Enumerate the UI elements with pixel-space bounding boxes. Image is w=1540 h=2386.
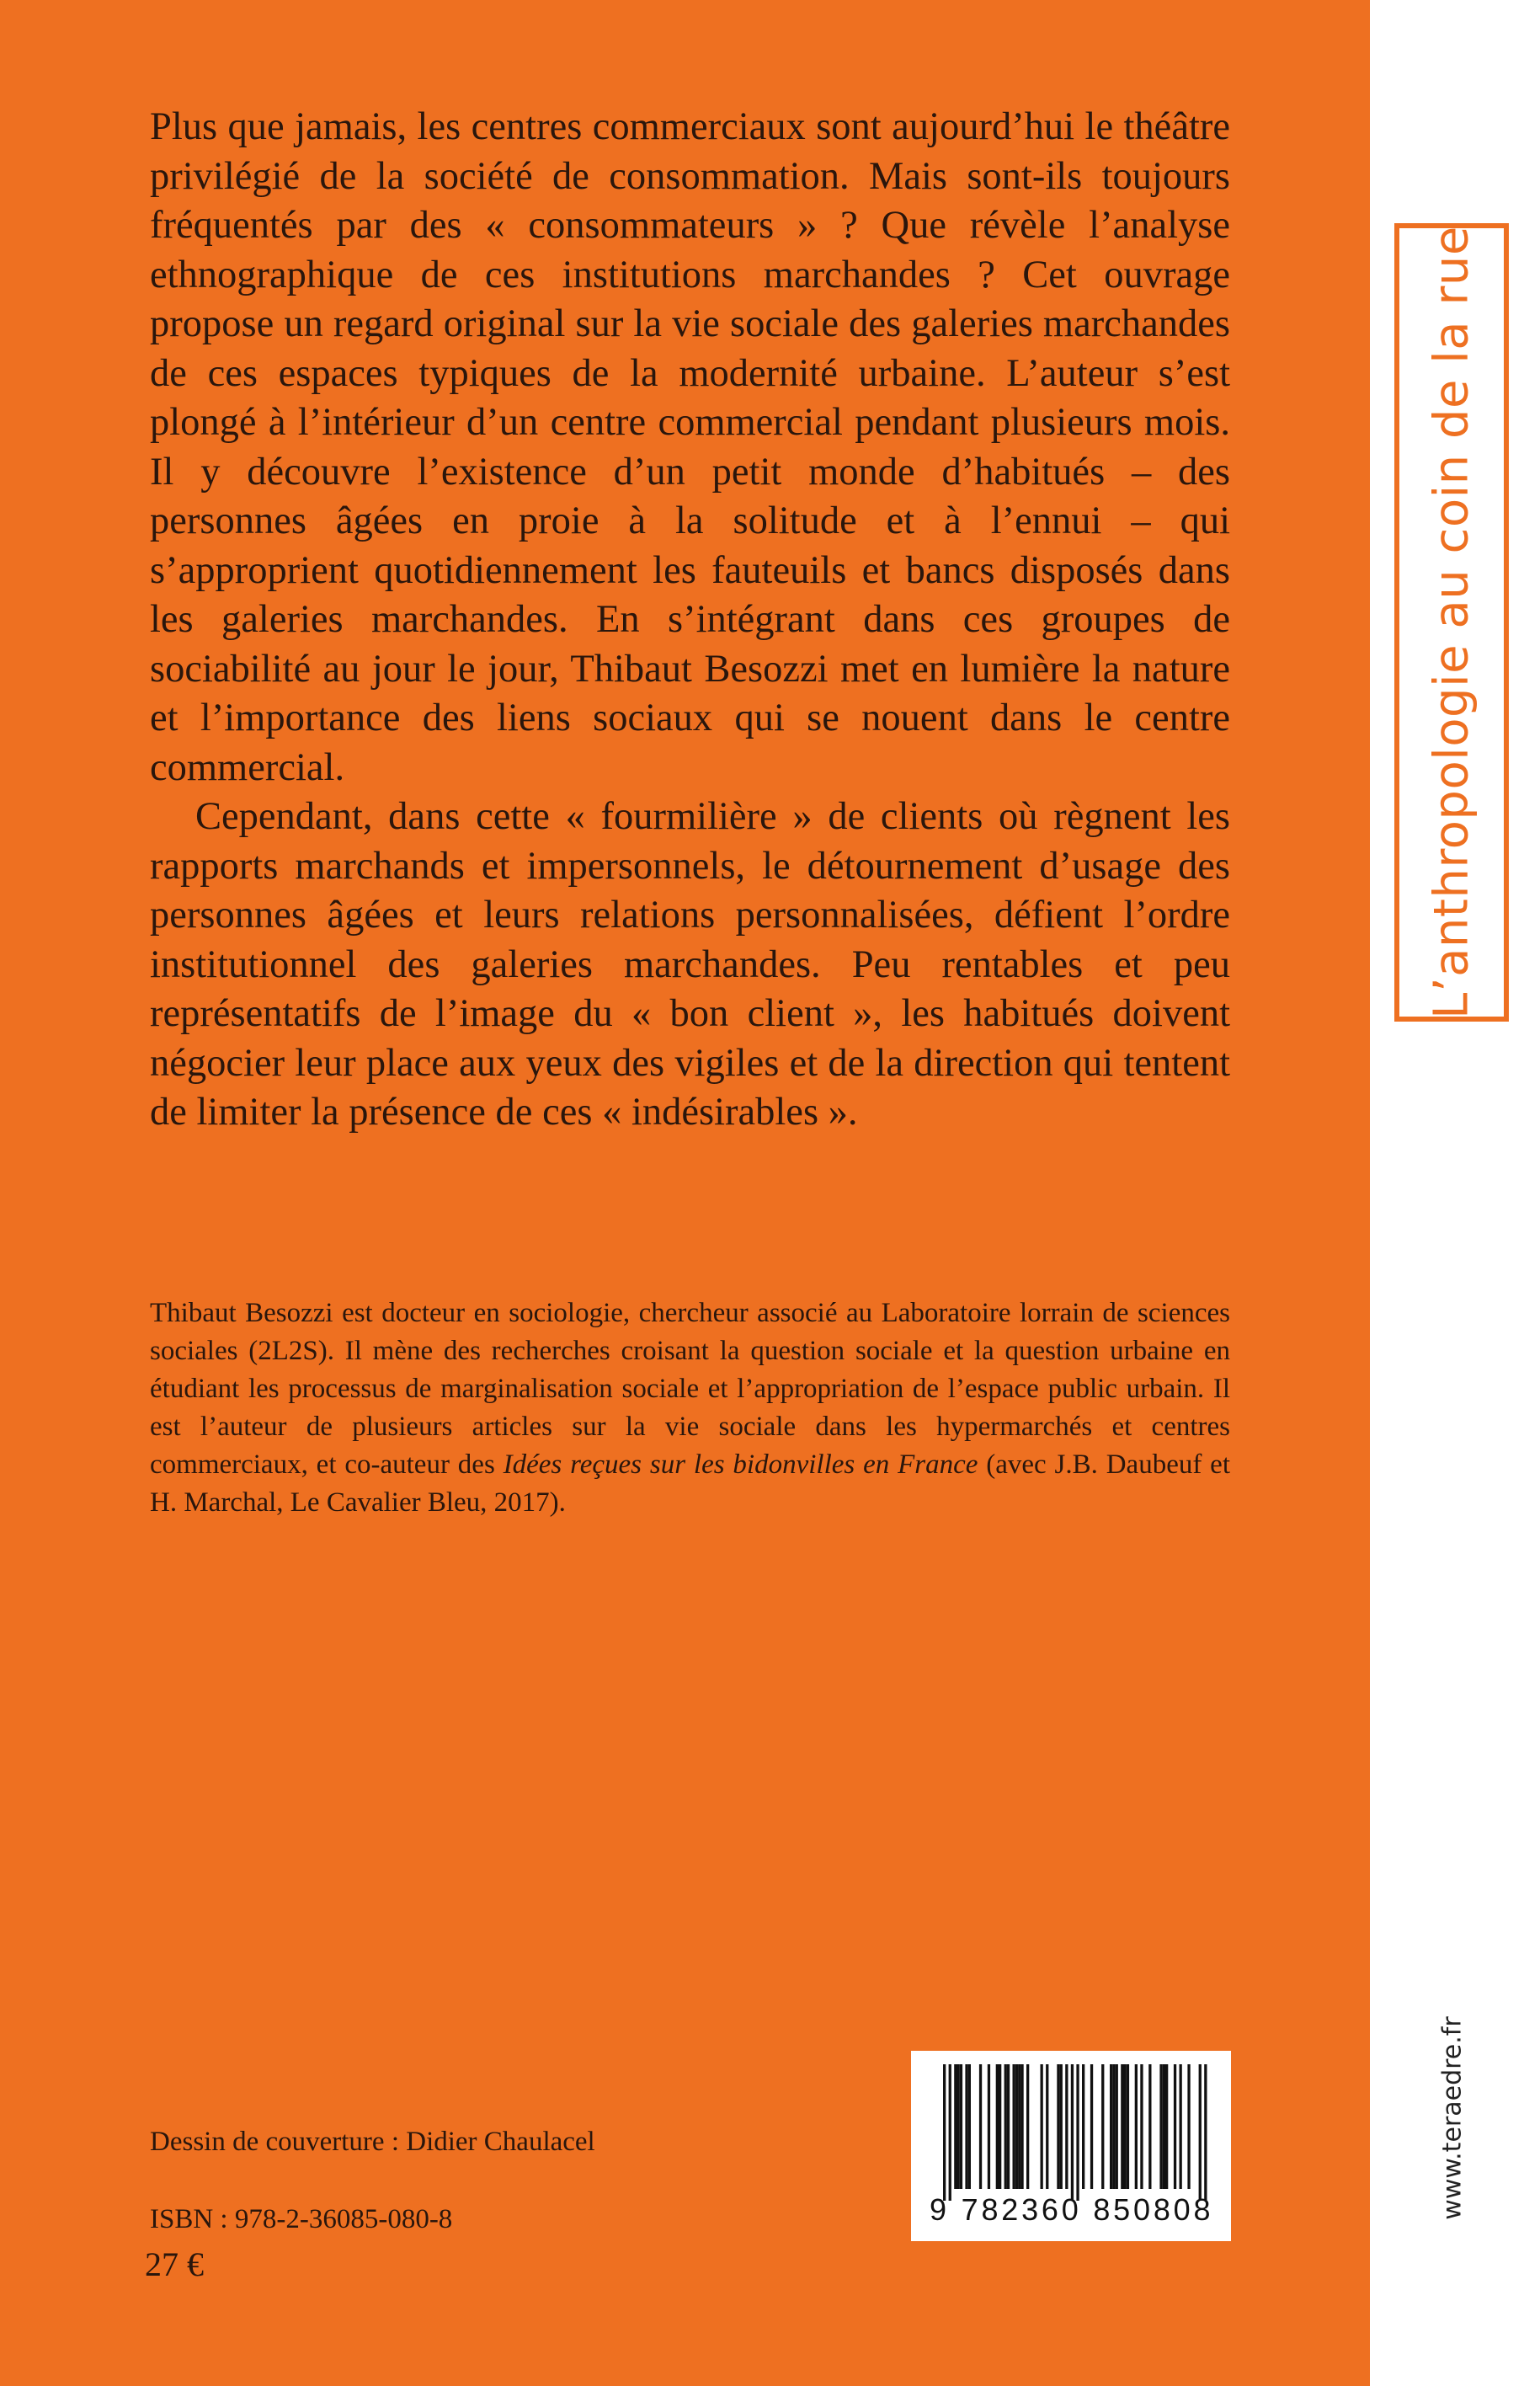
barcode-bar [1015,2064,1018,2189]
barcode-bar [1127,2064,1129,2189]
barcode-bar [954,2064,957,2189]
barcode-bar [1148,2064,1151,2189]
barcode-bar [1121,2064,1123,2189]
barcode-bar [1140,2064,1143,2189]
barcode-bar [1090,2064,1093,2189]
barcode-bar [960,2064,962,2189]
bio-book-title: Idées reçues sur les bidonvilles en France [503,1449,978,1480]
barcode [911,2051,1231,2241]
barcode-bar [1057,2064,1059,2189]
barcode-bar [999,2064,1001,2189]
barcode-bar [1180,2064,1182,2189]
barcode-bar [1112,2064,1115,2189]
barcode-bar [943,2064,946,2201]
barcode-bar [957,2064,960,2189]
barcode-bar [979,2064,982,2189]
barcode-bar [968,2064,971,2189]
barcode-bar [965,2064,967,2189]
series-frame [1394,223,1509,1022]
barcode-bar [1082,2064,1084,2189]
price: 27 € [145,2245,204,2283]
barcode-bar [1026,2064,1029,2189]
barcode-bar [1071,2064,1074,2201]
barcode-bar [949,2064,951,2201]
barcode-bar [988,2064,990,2189]
barcode-bar [1020,2064,1023,2189]
barcode-bar [1124,2064,1127,2189]
barcode-bar [1041,2064,1043,2189]
barcode-bar [1046,2064,1048,2189]
barcode-bar [1159,2064,1162,2189]
barcode-bar [1199,2064,1202,2201]
isbn: ISBN : 978-2-36085-080-8 [150,2204,453,2234]
barcode-bar [1013,2064,1015,2189]
barcode-bar [1110,2064,1112,2189]
barcode-bar [1101,2064,1104,2189]
barcode-bar [1163,2064,1165,2189]
barcode-bar [1174,2064,1176,2189]
barcode-bar [1187,2064,1190,2189]
barcode-bar [1116,2064,1118,2189]
barcode-bar [1007,2064,1010,2189]
book-summary [150,103,1230,1138]
barcode-bar [1065,2064,1068,2189]
bio-text-before: Thibaut Besozzi est docteur en sociologie, chercheur associé au Laboratoire lorrain de sciences sociales (2L2S). Il mène des recherches croisant la question sociale et la question urbaine en étudiant les processus de marginalisation sociale et l’appropriation de l’espace public urbain. Il est l’auteur de plusieurs articles sur la vie sociale dans les hypermarchés et centres commerciaux, et co-auteur des [150,1298,1230,1480]
barcode-bar [1018,2064,1020,2189]
publisher-website[interactable] [1431,2009,1473,2228]
publisher-website-text: www.teraedre.fr [1437,2016,1468,2220]
barcode-bar [1204,2064,1207,2201]
summary-paragraph-1: Plus que jamais, les centres commerciaux sont aujourd’hui le théâtre privilégié de la société de consommation. Mais sont-ils toujours fréquentés par des « consommateurs » ? Que révèle l’analyse ethnographique de ces institutions marchandes ? Cet ouvrage propose un regard original sur la vie sociale des galeries marchandes de ces espaces typiques de la modernité urbaine. L’auteur s’est plongé à l’intérieur d’un centre commercial pendant plusieurs mois. Il y découvre l’existence d’un petit monde d’habitués – des personnes âgées en proie à la solitude et à l’ennui – qui s’approprient quotidiennement les fauteuils et bancs disposés dans les galeries marchandes. En s’intégrant dans ces groupes de sociabilité au jour le jour, Thibaut Besozzi met en lumière la nature et l’importance des liens sociaux qui se nouent dans le centre commercial. [150,105,1230,789]
barcode-digits: 9 782360 850808 [930,2192,1214,2227]
summary-paragraph-2: Cependant, dans cette « fourmilière » de clients où règnent les rapports marchands et impersonnels, le détournement d’usage des personnes âgées et leurs relations personnalisées, défient l’ordre institutionnel des galeries marchandes. Peu rentables et peu représentatifs de l’image du « bon client », les habitués doivent négocier leur place aux yeux des vigiles et de la direction qui tentent de limiter la présence de ces « indésirables ». [150,795,1230,1134]
barcode-bar [1004,2064,1007,2189]
author-bio [150,1294,1230,1522]
barcode-bar [1135,2064,1138,2189]
barcode-bar [1165,2064,1168,2189]
barcode-bar [996,2064,999,2189]
barcode-bar [1076,2064,1079,2201]
bio-text-after: (avec J.B. Daubeuf et H. Marchal, Le Cavalier Bleu, 2017). [150,1449,1230,1518]
barcode-bar [1060,2064,1063,2189]
series-title: L’anthropologie au coin de la rue [1424,226,1479,1019]
cover-credit: Dessin de couverture : Didier Chaulacel [150,2127,595,2157]
